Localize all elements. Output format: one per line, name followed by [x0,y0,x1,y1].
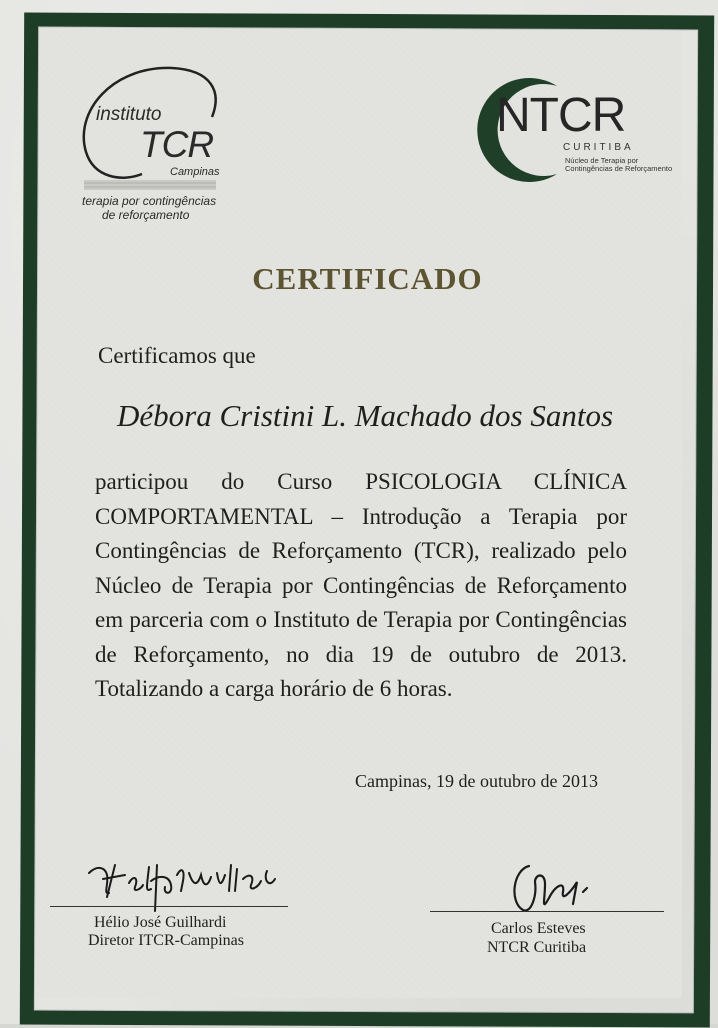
signatory-left-name: Hélio José Guilhardi [94,914,227,931]
signature-left-graphic [85,845,285,915]
signatory-left-role: Diretor ITCR-Campinas [88,932,244,949]
logo-word-tcr: TCR [140,124,214,165]
logo-word-campinas: Campinas [170,166,220,178]
place-and-date: Campinas, 19 de outubro de 2013 [355,771,598,791]
signatory-right-role: NTCR Curitiba [487,939,587,956]
ntcr-logo-city: CURITIBA [563,142,634,153]
recipient-name: Débora Cristini L. Machado dos Santos [117,398,614,433]
signature-line-right [430,911,664,912]
logo-tagline-line1: terapia por contingências [82,194,217,208]
ntcr-logo-subtitle-line2: Contingências de Reforçamento [565,164,673,173]
certificate-intro: Certificamos que [98,343,256,368]
ntcr-logo-text: NTCR [496,89,626,142]
logo-word-instituto: instituto [96,104,162,125]
signatory-right-name: Carlos Esteves [491,920,586,937]
ntcr-logo-subtitle-line1: Núcleo de Terapia por [565,156,639,165]
certificate-body: participou do Curso PSICOLOGIA CLÍNICA COMPORTAMENTAL – Introdução a Terapia por Contingências de Reforçamento (TCR), realizado pelo Núcleo de Terapia por Contingências de Reforçamento em parceria com o Instituto de Terapia por Contingências de Reforçamento, no dia 19 de outubro de 2013. Totalizando a carga horário de 6 horas. [95,469,627,701]
signature-line-left [50,906,288,907]
logo-tagline-line2: de reforçamento [102,208,190,222]
certificate-title: CERTIFICADO [252,261,483,296]
